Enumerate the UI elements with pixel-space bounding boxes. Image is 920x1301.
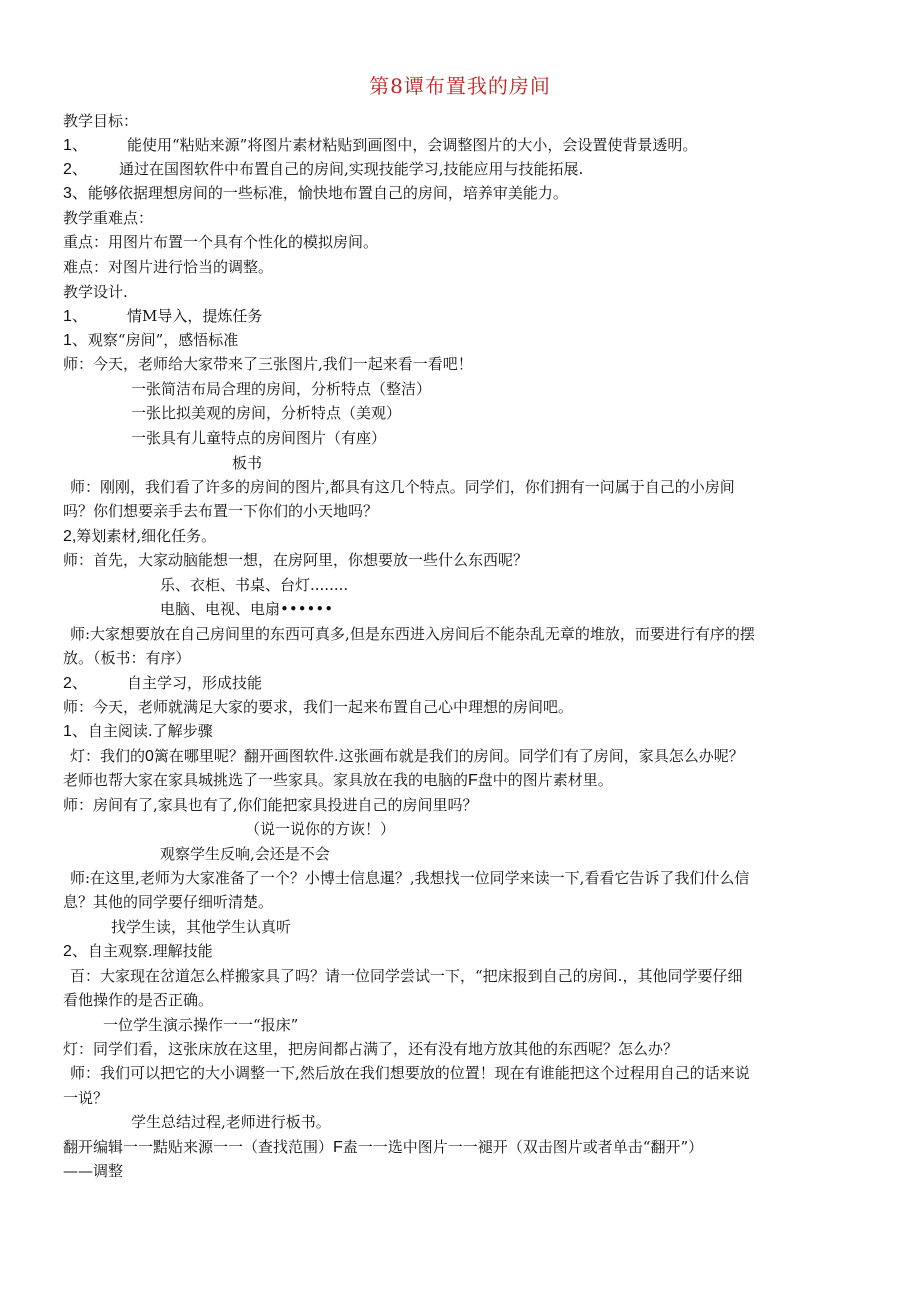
- paragraph-continued: 吗？你们想要亲手去布置一下你们的小天地吗？: [63, 502, 379, 520]
- objective-text: 通过在国图软件中布置自己的房间,实现技能学习,技能应用与技能拓展.: [119, 160, 584, 178]
- list-item: 电脑、电视、电扇••••••: [160, 600, 334, 618]
- steps-line-continued: ——调整: [63, 1162, 124, 1180]
- subsection-heading: 2,筹划素材,细化任务。: [63, 525, 216, 548]
- note: 观察学生反响,会还是不会: [160, 845, 330, 863]
- section-1-heading: 1、 情M导入，提炼任务: [63, 305, 262, 328]
- item-number: 2,: [63, 528, 77, 545]
- list-item: 一张比拟美观的房间，分析特点（美观）: [131, 404, 402, 422]
- note: （说一说你的方诙！）: [245, 820, 396, 838]
- paragraph: 灯：我们的0篱在哪里呢？翻开画图软件.这张画布就是我们的房间。同学们有了房间，家具怎么办呢？: [70, 747, 744, 765]
- paragraph-continued: 放。（板书：有序）: [63, 649, 191, 667]
- difficult-point: 难点：对图片进行恰当的调整。: [63, 258, 274, 276]
- paragraph: 师：今天，老师给大家带来了三张图片,我们一起来看一看吧！: [63, 355, 473, 373]
- design-heading: 教学设计.: [63, 283, 128, 301]
- paragraph: 师：首先，大家动脑能想一想，在房阿里，你想要放一些什么东西呢？: [63, 551, 529, 569]
- objective-1: [63, 134, 697, 157]
- item-number: 1、: [63, 137, 88, 154]
- paragraph: 师:在这里,老师为大家准备了一个？小博士信息暹？,我想找一位同学来读一下,看看它告诉了我们什么信: [70, 869, 750, 887]
- section-2-heading: 2、 自主学习，形成技能: [63, 672, 262, 695]
- note: 学生总结过程,老师进行板书。: [131, 1113, 331, 1131]
- item-number: 2、: [63, 161, 88, 178]
- list-item: 乐、衣柜、书桌、台灯........: [160, 576, 349, 594]
- document-title: 第8谭布置我的房间: [369, 74, 551, 98]
- key-points-heading: 教学重难点：: [63, 209, 154, 227]
- key-point: 重点：用图片布置一个具有个性化的模拟房间。: [63, 233, 379, 251]
- objective-2: [63, 158, 583, 181]
- item-number: 3、: [63, 185, 88, 202]
- subsection-heading: 2、自主观察.理解技能: [63, 940, 213, 963]
- paragraph-continued: 看他操作的是否正确。: [63, 991, 214, 1009]
- item-number: 2、: [63, 675, 88, 692]
- note: 一位学生演示操作一一“报床”: [103, 1016, 299, 1034]
- item-number: 1、: [63, 308, 88, 325]
- paragraph: 师：刚刚，我们看了许多的房间的图片,都具有这几个特点。同学们，你们拥有一问属于自己的小房间: [70, 478, 735, 496]
- paragraph-continued: 老师也帮大家在家具城挑选了一些家具。家具放在我的电脑的F盘中的图片素材里。: [63, 771, 613, 789]
- objective-3: [63, 182, 568, 205]
- steps-line: 翻开编辑一一黠贴来源一一（查找范围）F盍一一选中图片一一褪开（双击图片或者单击“翻开”）: [63, 1138, 704, 1156]
- objective-text: 能够依据理想房间的一些标准，愉快地布置自己的房间，培养审美能力。: [87, 184, 568, 202]
- note: 找学生读，其他学生认真听: [111, 918, 292, 936]
- paragraph: 师:大家想要放在自己房间里的东西可真多,但是东西进入房间后不能杂乱无章的堆放，而要进行有序的摆: [70, 625, 755, 643]
- objectives-heading: 教学目标：: [63, 112, 139, 130]
- paragraph: 师：房间有了,家具也有了,你们能把家具投进自己的房间里吗？: [63, 796, 478, 814]
- item-number: 1、: [63, 723, 88, 740]
- objective-text: 能使用“粘贴来源”将图片素材粘贴到画图中，会调整图片的大小，会设置使背景透明。: [127, 136, 698, 154]
- item-number: 2、: [63, 943, 88, 960]
- paragraph: 百：大家现在岔道怎么样搬家具了吗？请一位同学尝试一下，“把床报到自己的房间.，其他同学要仔细: [70, 967, 743, 985]
- paragraph: 灯：同学们看，这张床放在这里，把房间都占满了，还有没有地方放其他的东西呢？怎么办？: [63, 1040, 679, 1058]
- paragraph: 师：今天，老师就满足大家的要求，我们一起来布置自己心中理想的房间吧。: [63, 698, 574, 716]
- list-item: 一张具有儿童特点的房间图片（有座）: [131, 429, 387, 447]
- subsection-heading: 1、自主阅读.了解步骤: [63, 720, 213, 743]
- subsection-heading: 1、观察“房间”，感悟标准: [63, 329, 238, 352]
- blackboard-note: 板书: [232, 454, 263, 472]
- item-number: 1、: [63, 332, 88, 349]
- paragraph-continued: 息？其他的同学要仔细听清楚。: [63, 893, 274, 911]
- paragraph: 师：我们可以把它的大小调整一下,然后放在我们想要放的位置！现在有谁能把这个过程用自己的话来说: [70, 1064, 750, 1082]
- list-item: 一张简洁布局合理的房间，分析特点（整洁）: [131, 380, 432, 398]
- paragraph-continued: 一说？: [63, 1089, 109, 1107]
